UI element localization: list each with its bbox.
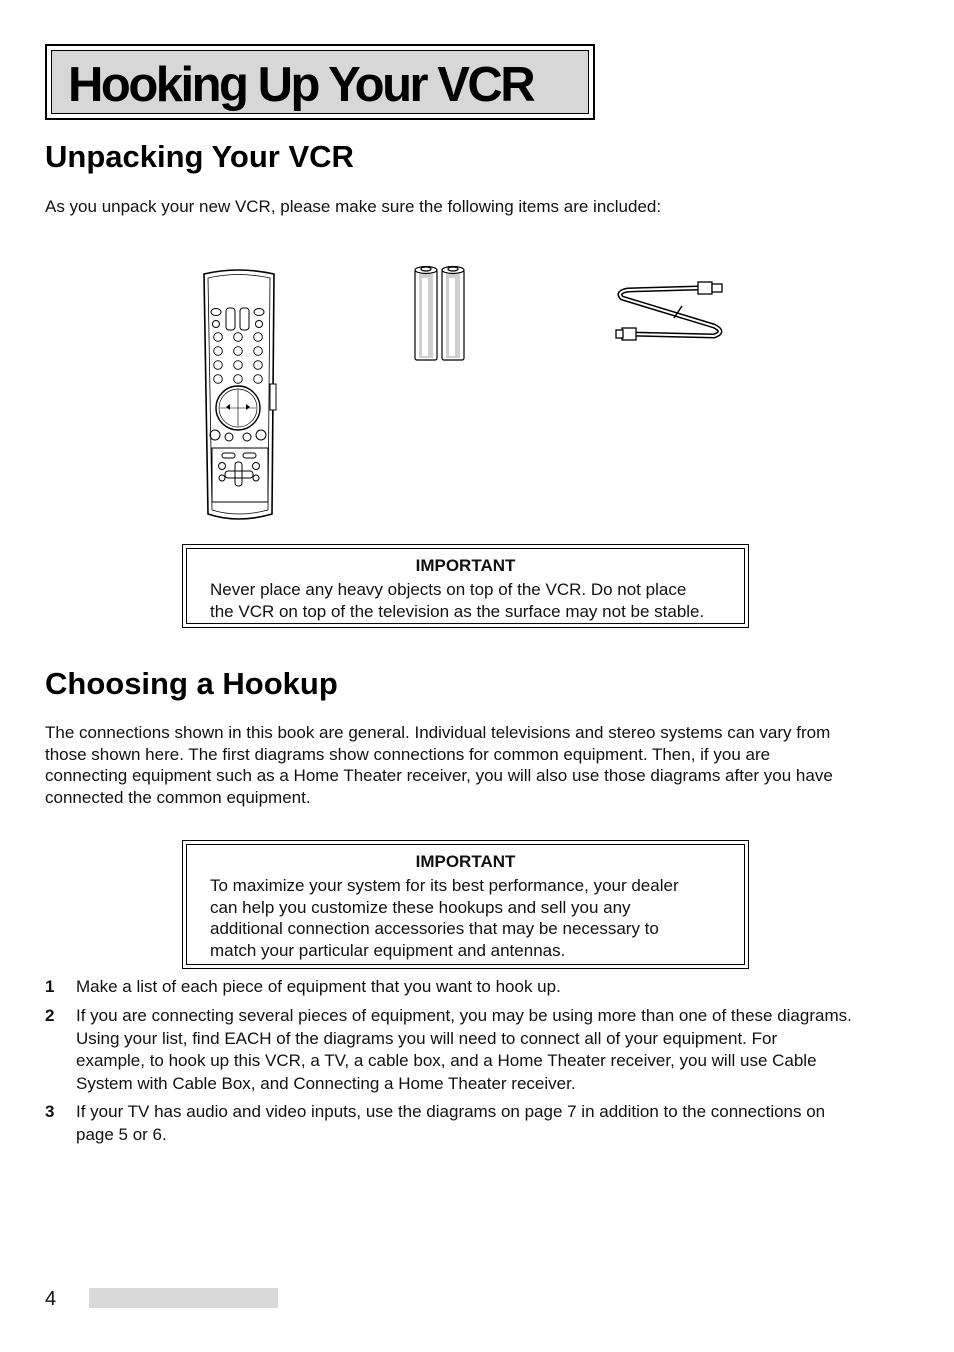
important-notice-1-heading: IMPORTANT <box>415 556 516 575</box>
choosing-line: The connections shown in this book are general. Individual televisions and stereo systems can vary from <box>45 723 831 742</box>
step-line: If you are connecting several pieces of equipment, you may be using more than one of these diagrams. <box>76 1006 852 1025</box>
choosing-heading: Choosing a Hookup <box>45 666 338 701</box>
step-number: 3 <box>45 1102 55 1121</box>
step-number: 1 <box>45 977 55 996</box>
important-notice-2-line: match your particular equipment and antennas. <box>210 940 566 960</box>
important-notice-1 <box>182 544 749 628</box>
remote-control-icon <box>198 266 284 526</box>
choosing-paragraph <box>45 722 833 809</box>
coaxial-cable-icon <box>614 278 734 344</box>
important-notice-1-body <box>210 579 704 622</box>
important-notice-2-line: can help you customize these hookups and sell you any <box>210 897 631 917</box>
footer-bar <box>89 1288 278 1308</box>
important-notice-2 <box>182 840 749 969</box>
batteries-icon <box>412 264 468 364</box>
step-line: example, to hook up this VCR, a TV, a cable box, and a Home Theater receiver, you will use Cable <box>76 1051 817 1070</box>
important-notice-2-frame <box>186 844 745 965</box>
choosing-line: connecting equipment such as a Home Theater receiver, you will also use those diagrams after you have <box>45 766 833 786</box>
page-number: 4 <box>45 1288 57 1310</box>
step-text <box>76 1101 825 1146</box>
choosing-line: those shown here. The first diagrams show connections for common equipment. Then, if you are <box>45 744 771 764</box>
step-text <box>76 1005 852 1095</box>
step-line: If your TV has audio and video inputs, use the diagrams on page 7 in addition to the connections on <box>76 1102 826 1121</box>
page-title: Hooking Up Your VCR <box>68 58 534 112</box>
step-line: System with Cable Box, and Connecting a Home Theater receiver. <box>76 1073 576 1093</box>
important-notice-2-body <box>210 875 679 961</box>
page-title-background <box>51 50 589 114</box>
step-line: Make a list of each piece of equipment that you want to hook up. <box>76 977 561 996</box>
important-notice-2-line: To maximize your system for its best performance, your dealer <box>210 876 679 895</box>
important-notice-2-heading: IMPORTANT <box>415 852 516 871</box>
important-notice-2-line: additional connection accessories that may be necessary to <box>210 919 659 938</box>
important-notice-1-line: the VCR on top of the television as the surface may not be stable. <box>210 601 705 621</box>
step-text <box>76 976 561 999</box>
important-notice-1-frame <box>186 548 745 624</box>
step-line: Using your list, find EACH of the diagrams you will need to connect all of your equipment. For <box>76 1028 778 1048</box>
unpacking-heading: Unpacking Your VCR <box>45 139 354 174</box>
important-notice-1-line: Never place any heavy objects on top of the VCR. Do not place <box>210 580 687 599</box>
step-line: page 5 or 6. <box>76 1124 167 1144</box>
unpacking-intro: As you unpack your new VCR, please make sure the following items are included: <box>45 197 662 216</box>
step-number: 2 <box>45 1006 55 1025</box>
choosing-line: connected the common equipment. <box>45 788 311 808</box>
page-title-box <box>45 44 595 120</box>
